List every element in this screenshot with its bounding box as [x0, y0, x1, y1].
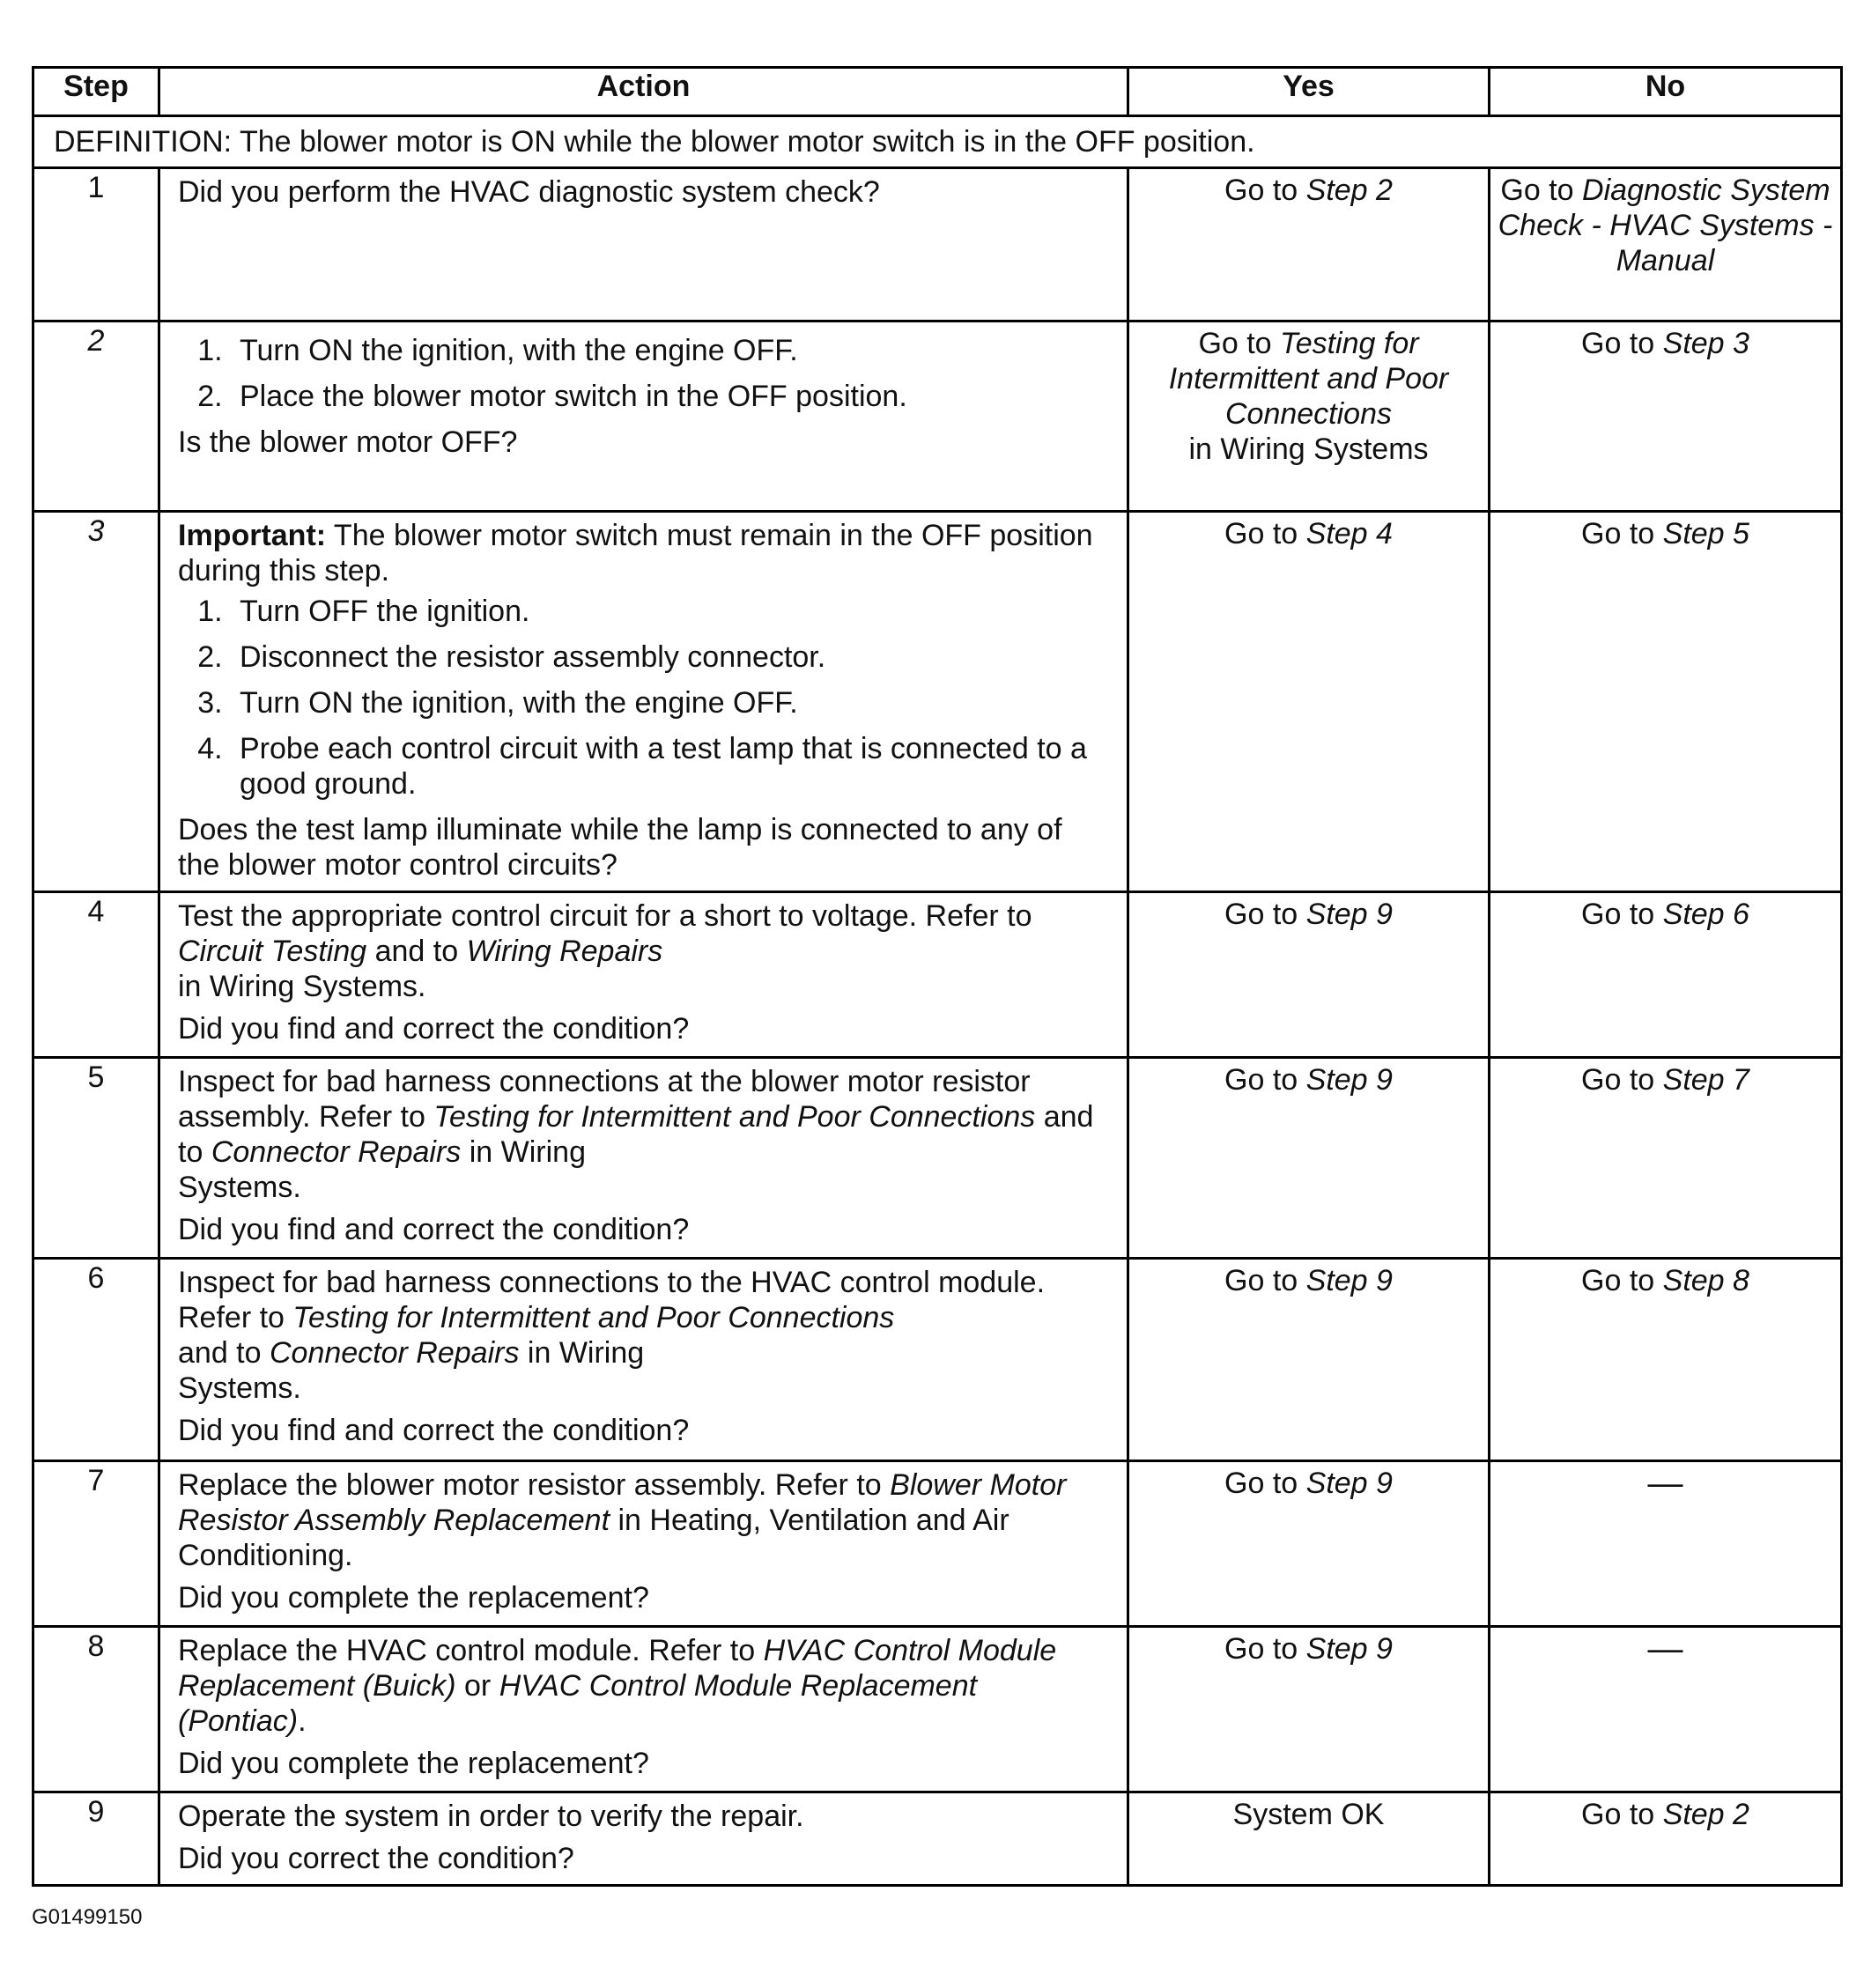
question-text: Does the test lamp illuminate while the lamp is connected to any of the blower motor control circuits? [178, 813, 1062, 882]
yes-suffix: in Wiring Systems [1188, 432, 1429, 466]
yes-ref: Testing for Intermittent and Poor Connections [1168, 327, 1449, 431]
step-number: 5 [33, 1058, 159, 1259]
yes-cell [1128, 1461, 1490, 1627]
no-cell [1490, 512, 1842, 892]
no-prefix: Go to [1581, 1264, 1663, 1297]
text-run: Inspect for bad harness connections to the HVAC control module. Refer to [178, 1266, 1046, 1334]
yes-ref: Step 9 [1305, 1063, 1393, 1097]
action-text [178, 1467, 1109, 1573]
reference-circuit-testing: Circuit Testing [178, 935, 367, 968]
question-text: Did you find and correct the condition? [178, 1012, 690, 1046]
yes-cell [1128, 1792, 1490, 1886]
yes-prefix: Go to [1224, 1264, 1306, 1297]
question-text: Did you correct the condition? [178, 1842, 574, 1875]
action-step: 2. Disconnect the resistor assembly connector. [231, 639, 1109, 675]
no-prefix: Go to [1581, 327, 1663, 360]
action-cell [159, 168, 1128, 321]
text-run: Systems. [178, 1371, 301, 1405]
action-cell [159, 1259, 1128, 1461]
reference-connector-repairs: Connector Repairs [211, 1135, 462, 1169]
action-steps [178, 333, 1109, 414]
header-yes: Yes [1128, 68, 1490, 116]
question-text: Did you find and correct the condition? [178, 1414, 690, 1447]
figure-id: G01499150 [32, 1905, 143, 1929]
no-prefix: Go to [1581, 898, 1663, 931]
no-cell [1490, 1461, 1842, 1627]
action-cell [159, 1058, 1128, 1259]
reference-hvac-buick: HVAC Control Module Replacement (Buick) [178, 1634, 1057, 1703]
text-run: Replace the blower motor resistor assembly. Refer to [178, 1468, 891, 1502]
no-prefix: Go to [1581, 1798, 1663, 1831]
no-cell [1490, 168, 1842, 321]
text-run: Test the appropriate control circuit for a short to voltage. Refer to [178, 899, 1032, 933]
action-cell [159, 1627, 1128, 1792]
table-row [33, 1058, 1842, 1259]
step-number: 9 [33, 1792, 159, 1886]
action-step: 1. Turn OFF the ignition. [231, 594, 1109, 629]
definition-text: DEFINITION: The blower motor is ON while the blower motor switch is in the OFF position. [33, 116, 1842, 168]
reference-testing-intermittent: Testing for Intermittent and Poor Connections [433, 1100, 1036, 1134]
no-cell [1490, 1792, 1842, 1886]
text-run: Systems. [178, 1171, 301, 1204]
action-text [178, 1064, 1109, 1170]
step-number: 2 [33, 321, 159, 512]
yes-ref: Step 9 [1305, 1467, 1393, 1500]
yes-cell [1128, 1627, 1490, 1792]
text-run: and to [178, 1100, 1094, 1169]
table-row [33, 892, 1842, 1058]
no-dash: — [1647, 1464, 1683, 1503]
yes-ref: Step 2 [1305, 174, 1393, 207]
action-step: 4. Probe each control circuit with a test lamp that is connected to a good ground. [231, 731, 1109, 802]
table-row [33, 1259, 1842, 1461]
yes-cell [1128, 1058, 1490, 1259]
no-ref: Step 2 [1662, 1798, 1749, 1831]
no-cell [1490, 321, 1842, 512]
action-text: Operate the system in order to verify the repair. [178, 1800, 804, 1833]
important-note [178, 518, 1109, 588]
action-cell [159, 892, 1128, 1058]
table-row [33, 321, 1842, 512]
yes-ref: Step 4 [1305, 517, 1393, 551]
header-step: Step [33, 68, 159, 116]
no-cell [1490, 1627, 1842, 1792]
text-run: and to [366, 935, 467, 968]
no-ref: Step 8 [1662, 1264, 1749, 1297]
reference-hvac-pontiac: HVAC Control Module Replacement (Pontiac) [178, 1669, 978, 1738]
text-run: in Wiring Systems. [178, 970, 426, 1003]
text-run: or [455, 1669, 499, 1703]
important-label: Important: [178, 519, 327, 552]
action-cell [159, 321, 1128, 512]
action-text [178, 898, 1109, 969]
yes-prefix: Go to [1224, 1632, 1306, 1666]
action-cell [159, 1792, 1128, 1886]
yes-ref: Step 9 [1305, 898, 1393, 931]
yes-cell [1128, 168, 1490, 321]
no-prefix: Go to [1581, 1063, 1663, 1097]
yes-prefix: Go to [1224, 1467, 1306, 1500]
text-run: and to [178, 1336, 270, 1370]
yes-cell [1128, 1259, 1490, 1461]
step-number: 1 [33, 168, 159, 321]
action-steps [178, 594, 1109, 802]
step-number: 7 [33, 1461, 159, 1627]
action-step: 1. Turn ON the ignition, with the engine OFF. [231, 333, 1109, 368]
reference-testing-intermittent: Testing for Intermittent and Poor Connections [292, 1301, 895, 1334]
step-number: 3 [33, 512, 159, 892]
no-cell [1490, 1259, 1842, 1461]
no-prefix: Go to [1581, 517, 1663, 551]
header-action: Action [159, 68, 1128, 116]
step-number: 6 [33, 1259, 159, 1461]
action-step: 2. Place the blower motor switch in the OFF position. [231, 379, 1109, 414]
no-ref: Step 3 [1662, 327, 1749, 360]
table-row [33, 512, 1842, 892]
text-run: Inspect for bad harness connections at the blower motor resistor assembly. Refer to [178, 1065, 1031, 1134]
text-run: Replace the HVAC control module. Refer to [178, 1634, 764, 1667]
definition-row [33, 116, 1842, 168]
question-text: Did you complete the replacement? [178, 1581, 649, 1615]
action-cell [159, 1461, 1128, 1627]
step-number: 4 [33, 892, 159, 1058]
text-run: . [298, 1704, 307, 1738]
header-row [33, 68, 1842, 116]
reference-wiring-repairs: Wiring Repairs [466, 935, 663, 968]
action-text [178, 1335, 1109, 1371]
reference-connector-repairs: Connector Repairs [269, 1336, 520, 1370]
no-ref: Step 7 [1662, 1063, 1749, 1097]
yes-text: System OK [1232, 1798, 1385, 1831]
step-number: 8 [33, 1627, 159, 1792]
action-cell [159, 512, 1128, 892]
text-run: in Wiring [461, 1135, 586, 1169]
no-ref: Diagnostic System Check - HVAC Systems - Manual [1498, 174, 1833, 277]
text-run: in Heating, Ventilation and Air Conditioning. [178, 1504, 1009, 1572]
no-prefix: Go to [1500, 174, 1583, 207]
no-cell [1490, 1058, 1842, 1259]
question-text: Did you find and correct the condition? [178, 1213, 690, 1246]
action-step: 3. Turn ON the ignition, with the engine OFF. [231, 685, 1109, 721]
no-cell [1490, 892, 1842, 1058]
header-no: No [1490, 68, 1842, 116]
no-ref: Step 5 [1662, 517, 1749, 551]
no-dash: — [1647, 1630, 1683, 1668]
table-row [33, 1461, 1842, 1627]
yes-prefix: Go to [1224, 517, 1306, 551]
yes-cell [1128, 321, 1490, 512]
yes-prefix: Go to [1224, 174, 1306, 207]
important-text: The blower motor switch must remain in the OFF position during this step. [178, 519, 1093, 588]
diagnostic-table [32, 66, 1843, 1887]
table-row [33, 1792, 1842, 1886]
yes-cell [1128, 892, 1490, 1058]
question-text: Did you perform the HVAC diagnostic system check? [178, 175, 880, 209]
yes-ref: Step 9 [1305, 1264, 1393, 1297]
no-ref: Step 6 [1662, 898, 1749, 931]
yes-prefix: Go to [1224, 898, 1306, 931]
yes-prefix: Go to [1224, 1063, 1306, 1097]
action-text [178, 1633, 1109, 1739]
yes-ref: Step 9 [1305, 1632, 1393, 1666]
reference-resistor-replacement: Blower Motor Resistor Assembly Replacement [178, 1468, 1067, 1537]
question-text: Is the blower motor OFF? [178, 425, 518, 459]
yes-cell [1128, 512, 1490, 892]
yes-prefix: Go to [1198, 327, 1281, 360]
question-text: Did you complete the replacement? [178, 1747, 649, 1780]
action-text [178, 1265, 1109, 1335]
table-row [33, 168, 1842, 321]
table-row [33, 1627, 1842, 1792]
text-run: in Wiring [519, 1336, 645, 1370]
